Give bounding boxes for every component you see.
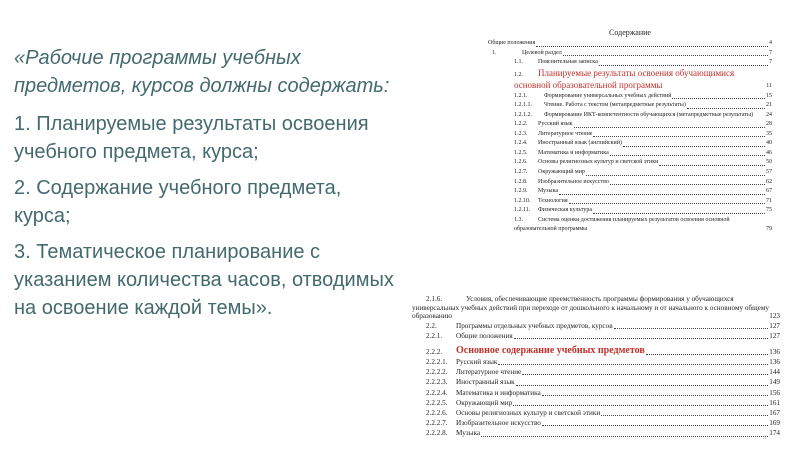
toc-row: 1.2.5. Математика и информатика 46	[514, 149, 772, 156]
toc-row: 2.2.2.3. Иностранный язык 149	[426, 378, 780, 387]
toc-row: 2.2.2.5. Окружающий мир 161	[426, 398, 780, 407]
toc-row: 2.2.1. Общие положения 127	[426, 331, 780, 340]
quote-item-2: 2. Содержание учебного предмета, курса;	[14, 177, 342, 227]
toc-row: Общие положения 4	[488, 40, 772, 46]
quote-intro: «Рабочие программы учебных предметов, курсов должны содержать:	[14, 47, 390, 97]
toc-row: 1.2.10. Технология 71	[514, 197, 772, 204]
toc-row: 2.2.2.8. Музыка 174	[426, 429, 780, 438]
toc-row: 1.2.4. Иностранный язык (английский) 40	[514, 140, 772, 147]
toc-row: 1.3. Система оценки достижения планируемых результатов освоения основной образовательной программы 79	[514, 216, 772, 232]
toc-row: 1.2.2. Русский язык 28	[514, 120, 772, 127]
quote-block	[14, 44, 394, 330]
toc-row: 1. Целевой раздел 7	[492, 49, 772, 56]
toc-row: 2.2.2.6. Основы религиозных культур и светской этики 167	[426, 408, 780, 417]
toc-row: 1.2.8. Изобразительное искусство 62	[514, 178, 772, 185]
toc-row: 1.2.1.2. Формирование ИКТ-компетентности обучающихся (метапредметные результаты) 24	[514, 111, 772, 118]
toc-row: 2.2.2.7. Изобразительное искусство 169	[426, 419, 780, 428]
toc-row: 2.2.2.2. Литературное чтение 144	[426, 368, 780, 377]
quote-item-1: 1. Планируемые результаты освоения учебного предмета, курса;	[14, 113, 369, 163]
toc-title: Содержание	[609, 28, 651, 37]
toc-row: 1.2.6. Основы религиозных культур и светской этики 50	[514, 159, 772, 166]
toc-page-2	[412, 295, 780, 445]
toc-row-highlight: 2.2.2. Основное содержание учебных предметов 136	[426, 344, 780, 356]
toc-row: 1.2.11. Физическая культура 75	[514, 207, 772, 214]
toc-row: 1.2.1. Формирование универсальных учебных действий 15	[514, 92, 772, 99]
page-number: 3	[763, 436, 766, 441]
toc-row: 1.2.9. Музыка 67	[514, 188, 772, 195]
toc-row: 2.2. Программы отдельных учебных предметов, курсов 127	[426, 321, 780, 330]
toc-row: 1.2.7. Окружающий мир 57	[514, 168, 772, 175]
toc-row: 2.1.6. Условия, обеспечивающие преемственность программы формирования у обучающихся универсальных учебных действий при переходе от дошкольного к начальному и от начального к основному общему образованию 123	[412, 295, 780, 320]
toc-row: 1.2.3. Литературное чтение 35	[514, 130, 772, 137]
toc-row: 1.2.1.1. Чтение. Работа с текстом (метапредметные результаты) 21	[514, 102, 772, 109]
toc-row-highlight: 1.2. Планируемые результаты освоения обучающимися основной образовательной программы 11	[514, 67, 772, 90]
toc-row: 2.2.2.1. Русский язык 136	[426, 357, 780, 366]
toc-row: 2.2.2.4. Математика и информатика 156	[426, 388, 780, 397]
quote-item-3: 3. Тематическое планирование с указанием количества часов, отводимых на освоение каждой темы».	[14, 241, 394, 319]
toc-row: 1.1. Пояснительная записка 7	[514, 59, 772, 66]
toc-page-1	[488, 28, 772, 300]
